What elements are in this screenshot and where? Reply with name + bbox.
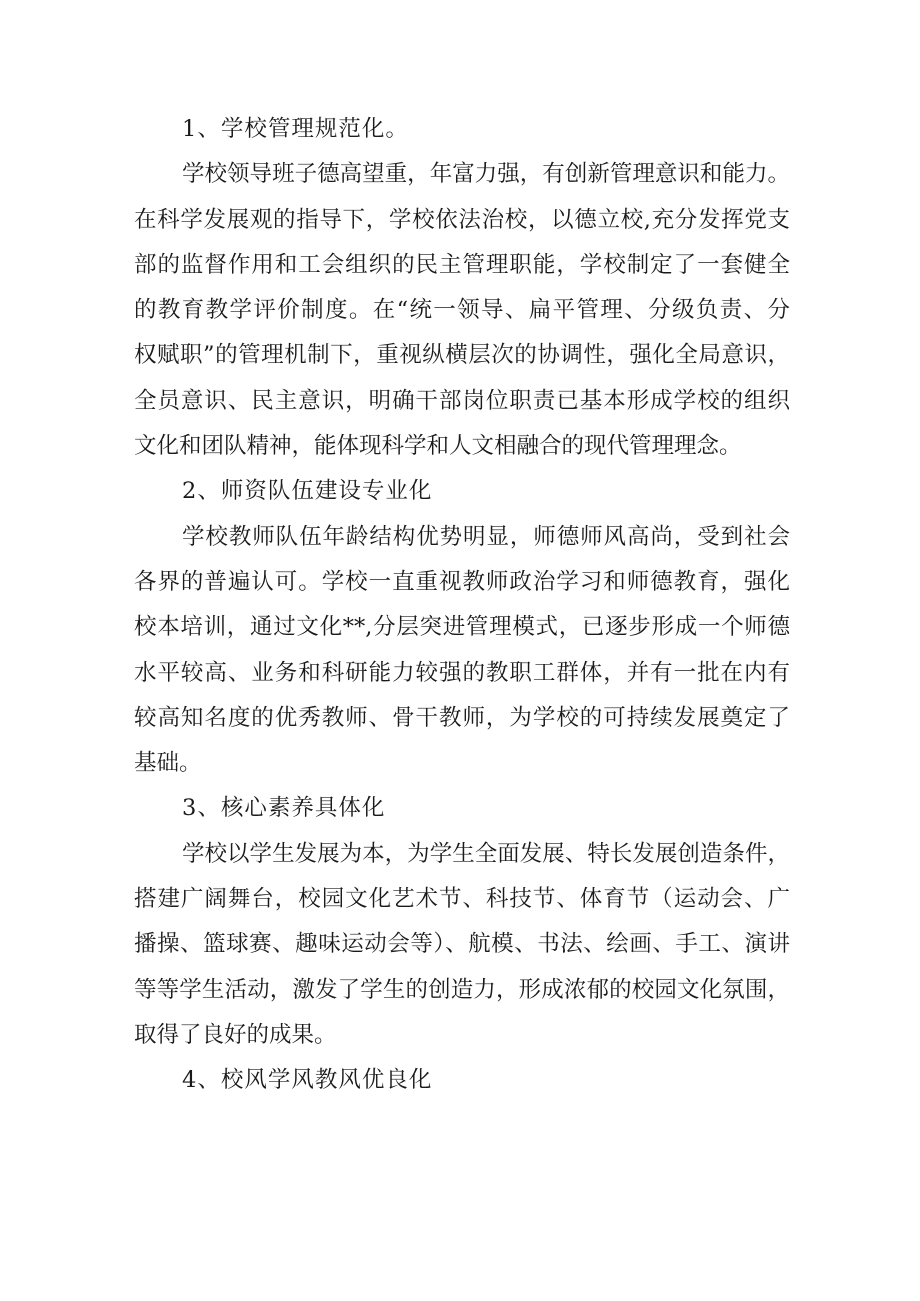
section-heading: 4、校风学风教风优良化 <box>182 1067 433 1094</box>
paragraph-line: 权赋职”的管理机制下，重视纵横层次的协调性，强化全局意识， <box>134 342 790 369</box>
paragraph-line: 取得了良好的成果。 <box>134 1021 337 1048</box>
paragraph-line: 文化和团队精神，能体现科学和人文相融合的现代管理理念。 <box>134 433 742 460</box>
section-heading: 1、学校管理规范化。 <box>182 116 409 142</box>
paragraph-line: 搭建广阔舞台，校园文化艺术节、科技节、体育节（运动会、广 <box>134 886 790 913</box>
paragraph-line: 各界的普遍认可。学校一直重视教师政治学习和师德教育，强化 <box>134 568 790 595</box>
paragraph-line: 播操、篮球赛、趣味运动会等）、航模、书法、绘画、手工、演讲 <box>134 931 790 958</box>
paragraph-line: 学校领导班子德高望重，年富力强，有创新管理意识和能力。 <box>182 161 790 188</box>
paragraph-line: 水平较高、业务和科研能力较强的教职工群体，并有一批在内有 <box>134 659 790 686</box>
paragraph-line: 学校教师队伍年龄结构优势明显，师德师风高尚，受到社会 <box>182 523 790 550</box>
document-body <box>134 107 790 1104</box>
paragraph-line: 基础。 <box>134 750 202 777</box>
paragraph-line: 学校以学生发展为本，为学生全面发展、特长发展创造条件， <box>182 840 790 867</box>
paragraph-line: 较高知名度的优秀教师、骨干教师，为学校的可持续发展奠定了 <box>134 704 790 731</box>
paragraph-line: 在科学发展观的指导下，学校依法治校，以德立校,充分发挥党支 <box>134 206 790 233</box>
section-heading: 2、师资队伍建设专业化 <box>182 478 433 505</box>
paragraph-line: 的教育教学评价制度。在“统一领导、扁平管理、分级负责、分 <box>134 297 790 324</box>
paragraph-line: 等等学生活动，激发了学生的创造力，形成浓郁的校园文化氛围， <box>134 976 790 1003</box>
paragraph-line: 校本培训，通过文化**,分层突进管理模式，已逐步形成一个师德 <box>134 614 790 641</box>
paragraph-line: 部的监督作用和工会组织的民主管理职能，学校制定了一套健全 <box>134 251 790 278</box>
paragraph-line: 全员意识、民主意识，明确干部岗位职责已基本形成学校的组织 <box>134 387 790 414</box>
section-heading: 3、核心素养具体化 <box>182 795 386 822</box>
